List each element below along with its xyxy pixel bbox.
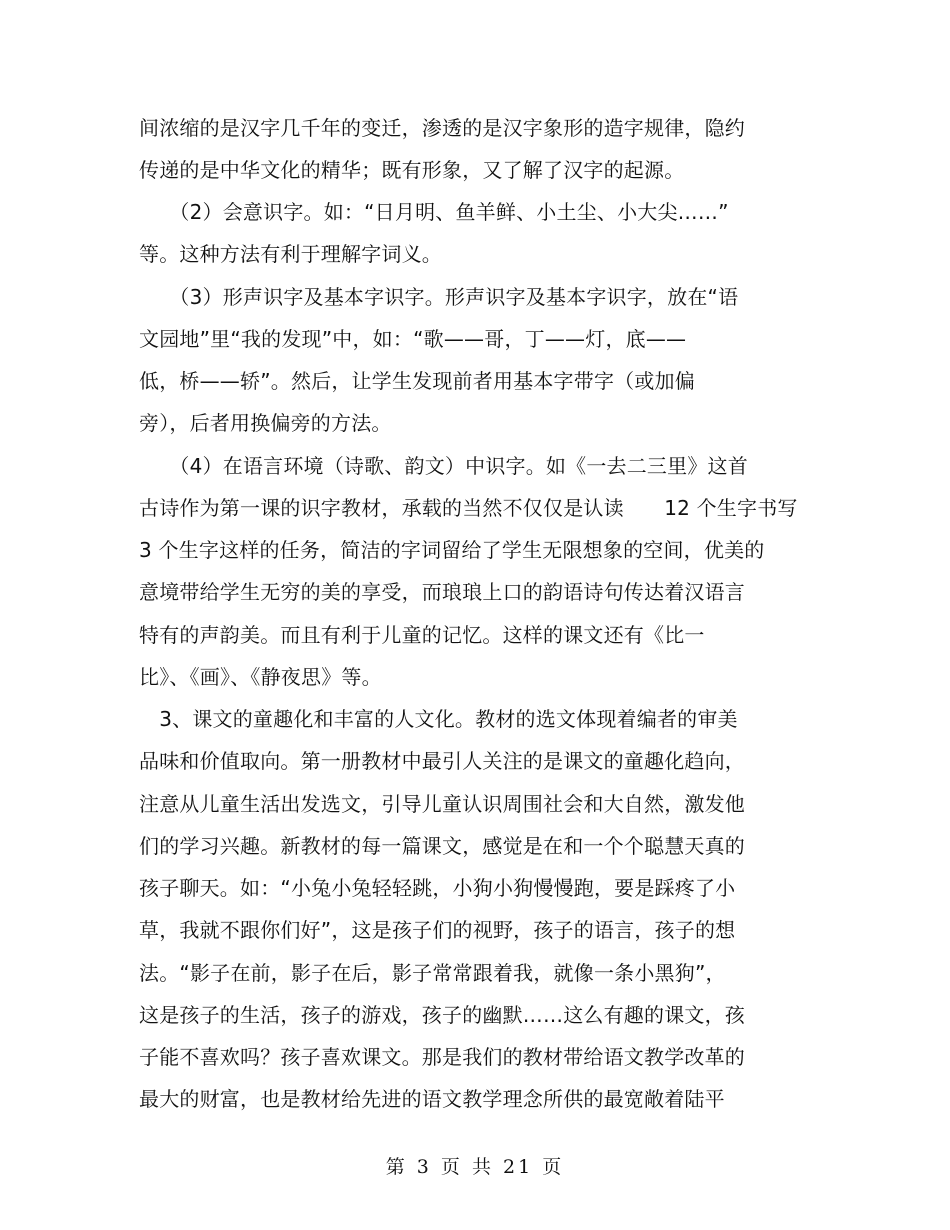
body-text-line: 低，桥——轿”。然后，让学生发现前者用基本字带字（或加偏	[139, 369, 695, 393]
body-text-line: 孩子聊天。如：“小兔小兔轻轻跳，小狗小狗慢慢跑，要是踩疼了小	[139, 876, 736, 900]
body-text-line: 传递的是中华文化的精华；既有形象，又了解了汉字的起源。	[139, 158, 685, 182]
body-text-line: 最大的财富，也是教材给先进的语文教学理念所供的最宽敞着陆平	[139, 1087, 725, 1111]
body-text-line: 法。“影子在前，影子在后，影子常常跟着我，就像一条小黑狗”，	[139, 961, 726, 985]
body-text-line: 子能不喜欢吗？孩子喜欢课文。那是我们的教材带给语文教学改革的	[139, 1045, 745, 1069]
page-number-footer: 第 3 页 共 21 页	[385, 1156, 565, 1178]
body-text-line: 古诗作为第一课的识字教材，承载的当然不仅仅是认读 12 个生字书写	[139, 496, 798, 520]
section-heading-line: 3、课文的童趣化和丰富的人文化。教材的选文体现着编者的审美	[139, 707, 738, 731]
body-text-line: 间浓缩的是汉字几千年的变迁，渗透的是汉字象形的造字规律，隐约	[139, 116, 745, 140]
body-text-line: 这是孩子的生活，孩子的游戏，孩子的幽默……这么有趣的课文，孩	[139, 1003, 745, 1027]
body-text-line: 比》、《画》、《静夜思》等。	[139, 665, 382, 689]
body-text-line: 旁），后者用换偏旁的方法。	[139, 411, 392, 435]
body-text-line: 草，我就不跟你们好”，这是孩子们的视野，孩子的语言，孩子的想	[139, 918, 736, 942]
body-text-line: 特有的声韵美。而且有利于儿童的记忆。这样的课文还有《比一	[139, 623, 705, 647]
body-text-line: 等。这种方法有利于理解字词义。	[139, 242, 442, 266]
body-text-line: 3 个生字这样的任务，简洁的字词留给了学生无限想象的空间，优美的	[139, 538, 765, 562]
body-text-line: 意境带给学生无穷的美的享受，而琅琅上口的韵语诗句传达着汉语言	[139, 580, 745, 604]
body-text-line: 们的学习兴趣。新教材的每一篇课文，感觉是在和一个个聪慧天真的	[139, 834, 745, 858]
body-text-line: （4）在语言环境（诗歌、韵文）中识字。如《一去二三里》这首	[139, 454, 748, 478]
body-text-line: 文园地”里“我的发现”中，如：“歌——哥，丁——灯，底——	[139, 327, 687, 351]
body-text-line: （3）形声识字及基本字识字。形声识字及基本字识字，放在“语	[139, 285, 739, 309]
body-text-line: 品味和价值取向。第一册教材中最引人关注的是课文的童趣化趋向，	[139, 749, 745, 773]
body-text-line: （2）会意识字。如：“日月明、鱼羊鲜、小土尘、小大尖……”	[139, 200, 729, 224]
body-text-line: 注意从儿童生活出发选文，引导儿童认识周围社会和大自然，激发他	[139, 792, 745, 816]
